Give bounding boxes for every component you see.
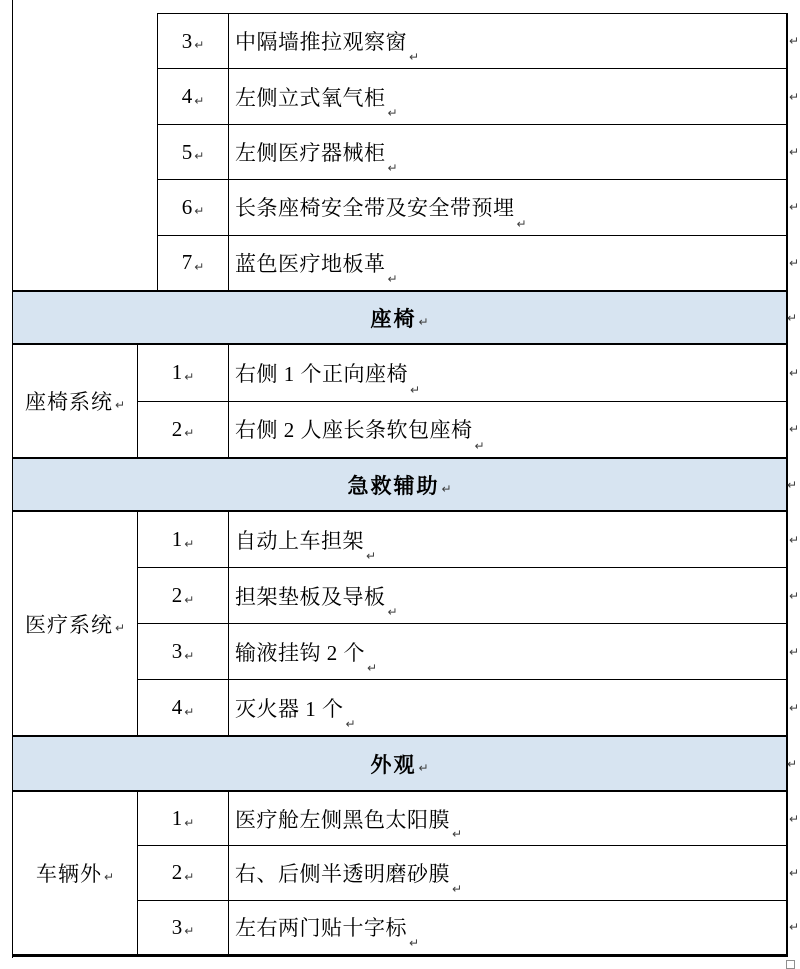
paragraph-mark-icon: ↵ [194,149,205,164]
item-desc: 蓝色医疗地板革 [235,251,386,276]
table-row [138,624,799,680]
item-number: 4 [171,695,183,719]
category-cell-empty [13,13,158,290]
section-header-seats [13,290,799,345]
item-desc: 右、后侧半透明磨砂膜 [235,861,450,886]
item-desc-cell [229,568,786,623]
item-desc-cell [229,624,786,679]
item-number-cell [138,512,229,567]
paragraph-mark-icon: ↵ [366,549,377,563]
paragraph-mark-icon: ↵ [184,869,195,884]
paragraph-mark-icon: ↵ [788,34,799,49]
paragraph-mark-icon: ↵ [367,661,378,675]
paragraph-mark-icon: ↵ [184,536,195,551]
table-row [138,792,799,846]
item-desc: 自动上车担架 [235,528,364,553]
paragraph-mark-icon: ↵ [345,717,356,731]
item-number: 1 [171,806,183,831]
section-header-exterior [13,735,799,792]
item-number: 1 [171,527,183,551]
paragraph-mark-icon: ↵ [786,310,799,325]
item-desc: 灭火器 1 个 [235,696,344,721]
paragraph-mark-icon: ↵ [788,365,799,380]
item-number-cell [158,69,229,123]
table-row [158,14,799,69]
paragraph-mark-icon: ↵ [387,605,398,619]
paragraph-mark-icon: ↵ [786,477,799,492]
table-row [138,846,799,900]
item-desc: 左侧立式氧气柜 [235,85,386,110]
table-resize-handle[interactable] [786,960,795,969]
category-cell [13,792,138,954]
item-desc-cell [229,792,786,845]
section-header-label: 外观 [370,752,417,777]
table-row [138,345,799,402]
paragraph-mark-icon: ↵ [418,314,429,329]
item-number: 1 [171,360,183,385]
item-desc: 长条座椅安全带及安全带预埋 [235,196,515,221]
item-desc-cell [229,345,786,401]
item-desc: 左右两门贴十字标 [235,916,407,941]
paragraph-mark-icon: ↵ [786,756,799,771]
item-number: 2 [171,860,183,885]
table-row [138,680,799,735]
paragraph-mark-icon: ↵ [387,272,398,287]
item-number: 2 [171,583,183,607]
paragraph-mark-icon: ↵ [418,760,429,775]
item-desc: 中隔墙推拉观察窗 [235,30,407,55]
table-section-seat-system [13,345,799,457]
paragraph-mark-icon: ↵ [788,588,799,603]
item-number-cell [138,846,229,899]
paragraph-mark-icon: ↵ [184,924,195,939]
item-number-cell [158,180,229,234]
table-row [138,568,799,624]
item-desc-cell [229,14,786,68]
item-number-cell [138,402,229,458]
paragraph-mark-icon: ↵ [194,93,205,108]
paragraph-mark-icon: ↵ [788,865,799,880]
paragraph-mark-icon: ↵ [114,398,126,412]
paragraph-mark-icon: ↵ [788,920,799,935]
item-desc-cell [229,512,786,567]
paragraph-mark-icon: ↵ [788,422,799,437]
paragraph-mark-icon: ↵ [788,255,799,270]
item-number-cell [158,125,229,179]
paragraph-mark-icon: ↵ [114,620,126,635]
item-desc-cell [229,901,786,954]
table-row [158,69,799,124]
table-section-vehicle-exterior [13,792,799,957]
category-label: 医疗系统 [24,612,113,637]
paragraph-mark-icon: ↵ [184,648,195,663]
paragraph-mark-icon: ↵ [184,704,195,719]
item-desc: 担架垫板及导板 [235,584,386,609]
table-row [158,236,799,290]
category-cell [13,512,138,735]
paragraph-mark-icon: ↵ [788,145,799,160]
section-rows [158,13,799,290]
item-desc-cell [229,236,786,290]
item-number-cell [138,680,229,735]
section-rows [138,512,799,735]
item-number: 4 [181,84,193,109]
paragraph-mark-icon: ↵ [788,811,799,826]
table-section-continued [13,13,799,290]
section-header-label: 急救辅助 [347,473,440,498]
paragraph-mark-icon: ↵ [194,259,205,274]
item-number: 6 [181,194,193,219]
paragraph-mark-icon: ↵ [184,426,195,441]
category-label: 座椅系统 [24,390,113,414]
paragraph-mark-icon: ↵ [409,935,420,950]
paragraph-mark-icon: ↵ [387,105,398,120]
paragraph-mark-icon: ↵ [441,481,452,496]
table-row [158,125,799,180]
section-header-label: 座椅 [370,306,417,331]
item-number: 2 [171,416,183,441]
item-number-cell [138,901,229,954]
item-desc-cell [229,180,786,234]
item-desc: 医疗舱左侧黑色太阳膜 [235,807,450,832]
paragraph-mark-icon: ↵ [452,881,463,896]
paragraph-mark-icon: ↵ [516,216,527,231]
paragraph-mark-icon: ↵ [788,532,799,547]
section-header-first-aid [13,457,799,512]
table-top-gap [13,0,788,13]
item-number: 3 [181,28,193,53]
paragraph-mark-icon: ↵ [788,89,799,104]
paragraph-mark-icon: ↵ [184,369,195,384]
item-desc-cell [229,402,786,458]
paragraph-mark-icon: ↵ [103,870,115,884]
table-row [138,512,799,568]
item-desc: 右侧 2 人座长条软包座椅 [235,418,473,443]
category-cell [13,345,138,457]
item-desc-cell [229,69,786,123]
item-number: 5 [181,139,193,164]
paragraph-mark-icon: ↵ [184,815,195,830]
item-number-cell [138,568,229,623]
section-rows [138,792,799,954]
table-section-medical-system [13,512,799,735]
paragraph-mark-icon: ↵ [474,439,485,453]
category-label: 车辆外 [35,862,102,886]
item-number-cell [138,624,229,679]
item-desc: 输液挂钩 2 个 [235,640,365,665]
paragraph-mark-icon: ↵ [194,204,205,219]
paragraph-mark-icon: ↵ [452,827,463,842]
item-number-cell [158,236,229,290]
item-desc: 左侧医疗器械柜 [235,141,386,166]
paragraph-mark-icon: ↵ [387,161,398,176]
item-number-cell [138,345,229,401]
paragraph-mark-icon: ↵ [788,700,799,715]
paragraph-mark-icon: ↵ [409,50,420,65]
paragraph-mark-icon: ↵ [410,382,421,397]
table-row [158,180,799,235]
item-number: 3 [171,639,183,663]
item-number-cell [158,14,229,68]
paragraph-mark-icon: ↵ [194,38,205,53]
item-number: 3 [171,914,183,939]
paragraph-mark-icon: ↵ [184,592,195,607]
item-number: 7 [181,250,193,275]
item-desc-cell [229,680,786,735]
paragraph-mark-icon: ↵ [788,644,799,659]
equipment-table [12,0,799,958]
section-rows [138,345,799,457]
item-desc-cell [229,846,786,899]
paragraph-mark-icon: ↵ [788,200,799,215]
table-row [138,901,799,954]
item-number-cell [138,792,229,845]
item-desc-cell [229,125,786,179]
item-desc: 右侧 1 个正向座椅 [235,361,408,386]
table-row [138,402,799,458]
